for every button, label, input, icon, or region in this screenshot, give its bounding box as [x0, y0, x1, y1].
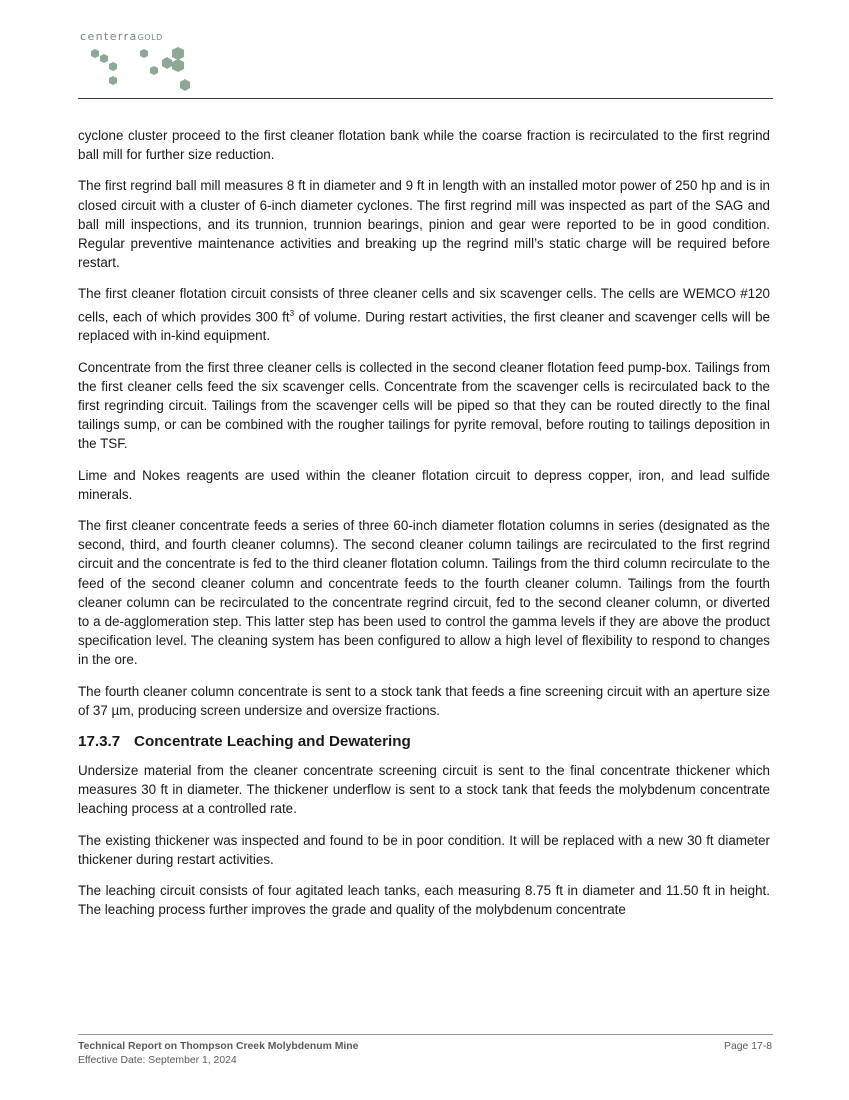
logo-main: centerra	[80, 30, 138, 43]
paragraph: The first cleaner concentrate feeds a series of three 60-inch diameter flotation columns in series (designated as the second, third, and fourth cleaner columns). The second cleaner column tailings are recirculated to the first regrind circuit and the concentrate is fed to the third cleaner flotation column. Tailings from the third column recirculate to the feed of the second cleaner column and concentrate feeds to the fourth cleaner column. Tailings from the fourth cleaner column can be recirculated to the concentrate regrind circuit, fed to the second cleaner column, or diverted to a de-agglomeration step. This latter step has been used to control the gamma levels if they are above the product specification level. The cleaning system has been configured to allow a high level of flexibility to respond to changes in the ore.	[78, 517, 770, 668]
paragraph: The existing thickener was inspected and found to be in poor condition. It will be replaced with a new 30 ft diameter thickener during restart activities.	[78, 832, 770, 867]
logo-suffix: GOLD	[137, 33, 163, 42]
document-body	[78, 126, 770, 931]
page-header	[78, 28, 773, 100]
paragraph: The leaching circuit consists of four agitated leach tanks, each measuring 8.75 ft in diameter and 11.50 ft in height. The leaching process further improves the grade and quality of the molybdenum concentrate	[78, 882, 770, 918]
paragraph: The first regrind ball mill measures 8 ft in diameter and 9 ft in length with an installed motor power of 250 hp and is in closed circuit with a cluster of 6-inch diameter cyclones. The first regrind mill was inspected as part of the SAG and ball mill inspections, and its trunnion, trunnion bearings, pinion and gear were reported to be in good condition. Regular preventive maintenance activities and breaking up the regrind mill’s static charge will be required before restart.	[78, 178, 770, 271]
section-title: Concentrate Leaching and Dewatering	[134, 732, 411, 750]
paragraph: cyclone cluster proceed to the first cleaner flotation bank while the coarse fraction is recirculated to the first regrind ball mill for further size reduction.	[78, 128, 770, 163]
page-footer	[78, 1040, 358, 1068]
paragraph-text: of volume. During restart activities, the first cleaner and scavenger cells will be replaced with in-kind equipment.	[78, 309, 770, 344]
header-divider	[78, 98, 773, 99]
paragraph: Lime and Nokes reagents are used within the cleaner flotation circuit to depress copper, iron, and lead sulfide minerals.	[78, 467, 770, 502]
paragraph	[78, 284, 770, 345]
paragraph-text: The first cleaner flotation circuit consists of three cleaner cells and six scavenger cells. The cells are WEMCO #120 cells, each of which provides 300 ft	[78, 286, 770, 325]
section-number: 17.3.7	[78, 732, 121, 750]
section-heading	[78, 732, 770, 752]
superscript: 3	[289, 308, 295, 318]
paragraph: The fourth cleaner column concentrate is sent to a stock tank that feeds a fine screening circuit with an aperture size of 37 µm, producing screen undersize and oversize fractions.	[78, 683, 770, 718]
paragraph: Undersize material from the cleaner concentrate screening circuit is sent to the final concentrate thickener which measures 30 ft in diameter. The thickener underflow is sent to a stock tank that feeds the molybdenum concentrate leaching process at a controlled rate.	[78, 762, 770, 817]
effective-date: Effective Date: September 1, 2024	[78, 1055, 237, 1066]
company-logo-text	[80, 30, 163, 43]
report-title: Technical Report on Thompson Creek Molybdenum Mine	[78, 1041, 359, 1052]
hexagon-logo-icon	[82, 46, 202, 94]
footer-divider	[78, 1034, 773, 1035]
page-number: Page 17-8	[724, 1041, 772, 1052]
paragraph: Concentrate from the first three cleaner cells is collected in the second cleaner flotation feed pump-box. Tailings from the first cleaner cells feed the six scavenger cells. Concentrate from the scavenger cells is recirculated back to the first regrinding circuit. Tailings from the scavenger cells will be piped so that they can be routed directly to the final tailings sump, or can be combined with the rougher tailings for pyrite removal, before routing to tailings deposition in the TSF.	[78, 359, 770, 452]
